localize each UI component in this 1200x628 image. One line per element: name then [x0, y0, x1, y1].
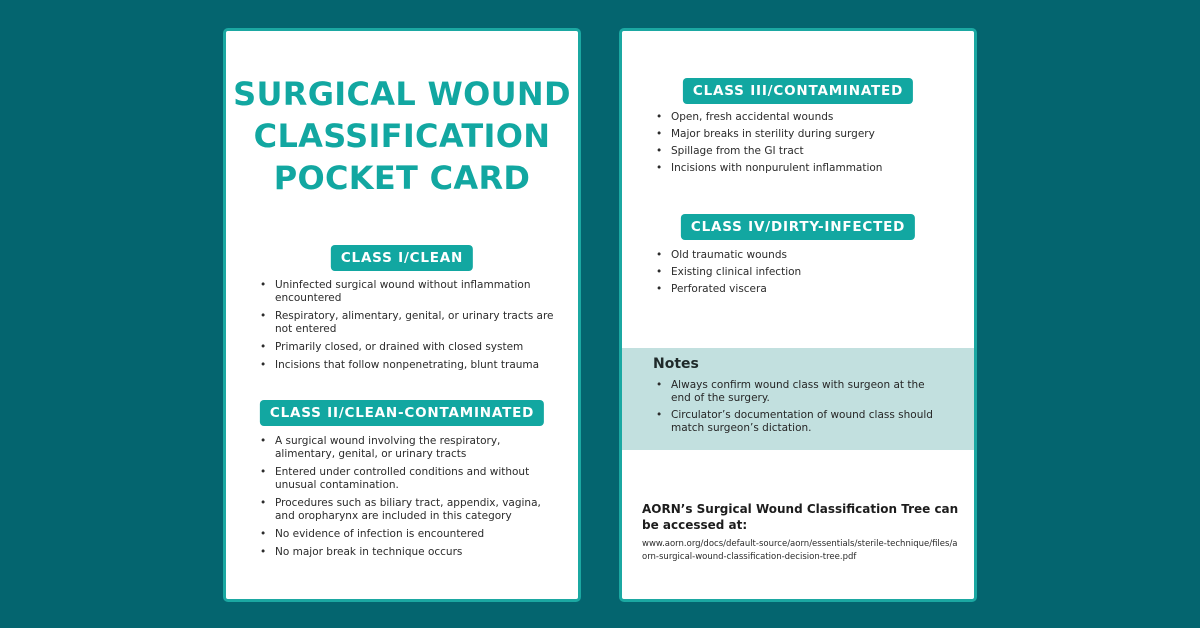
list-item: • No major break in technique occurs [259, 546, 549, 559]
list-item: • No evidence of infection is encountered [259, 528, 549, 541]
card-title [226, 73, 578, 199]
aorn-url-link[interactable]: www.aorn.org/docs/default-source/aorn/essentials/sterile-technique/files/aorn-surgical-wound-classification-decision-tree.pdf [642, 539, 958, 562]
class-3-badge: CLASS III/CONTAMINATED [683, 78, 913, 104]
list-item: • Open, fresh accidental wounds [655, 111, 955, 124]
class-1-list [259, 279, 559, 377]
notes-title: Notes [653, 356, 699, 372]
list-item: • Perforated viscera [655, 283, 955, 296]
list-item: • Circulator’s documentation of wound class should match surgeon’s dictation. [655, 409, 945, 435]
class-4-badge: CLASS IV/DIRTY-INFECTED [681, 214, 915, 240]
aorn-heading: AORN’s Surgical Wound Classification Tree can be accessed at: [642, 502, 959, 532]
list-item: • A surgical wound involving the respiratory, alimentary, genital, or urinary tracts [259, 435, 549, 461]
notes-panel [622, 348, 974, 450]
list-item: • Spillage from the GI tract [655, 145, 955, 158]
list-item: • Respiratory, alimentary, genital, or urinary tracts are not entered [259, 310, 559, 336]
title-line: CLASSIFICATION [253, 117, 551, 155]
class-2-badge: CLASS II/CLEAN-CONTAMINATED [260, 400, 544, 426]
list-item: • Incisions that follow nonpenetrating, blunt trauma [259, 359, 559, 372]
list-item: • Major breaks in sterility during surgery [655, 128, 955, 141]
pocket-card-back [619, 28, 977, 602]
list-item: • Incisions with nonpurulent inflammation [655, 162, 955, 175]
list-item: • Old traumatic wounds [655, 249, 955, 262]
list-item: • Entered under controlled conditions and without unusual contamination. [259, 466, 549, 492]
list-item: • Procedures such as biliary tract, appendix, vagina, and oropharynx are included in this category [259, 497, 549, 523]
list-item: • Existing clinical infection [655, 266, 955, 279]
class-1-badge: CLASS I/CLEAN [331, 245, 473, 271]
class-4-list [655, 249, 955, 300]
list-item: • Uninfected surgical wound without inflammation encountered [259, 279, 559, 305]
title-line: SURGICAL WOUND [233, 75, 571, 113]
pocket-card-front [223, 28, 581, 602]
class-3-list [655, 111, 955, 179]
class-2-list [259, 435, 549, 564]
list-item: • Primarily closed, or drained with closed system [259, 341, 559, 354]
list-item: • Always confirm wound class with surgeon at the end of the surgery. [655, 379, 945, 405]
notes-list [655, 379, 945, 439]
title-line: POCKET CARD [273, 159, 531, 197]
